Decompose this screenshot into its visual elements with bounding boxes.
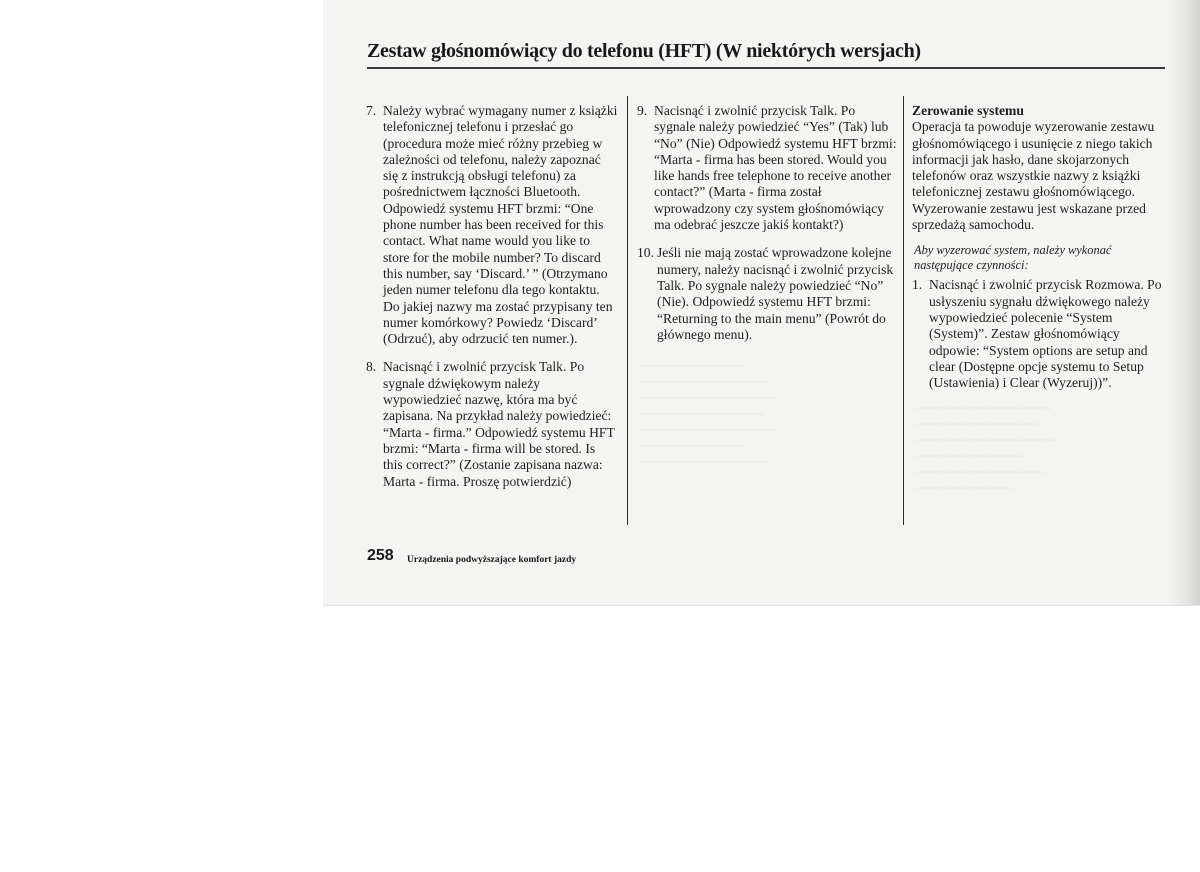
column-divider — [903, 96, 904, 525]
page-edge-shadow — [1166, 0, 1200, 605]
column-1 — [366, 103, 618, 502]
step-item-7 — [366, 103, 618, 347]
step-text: Nacisnąć i zwolnić przycisk Rozmowa. Po usłyszeniu sygnału dźwiękowego należy wypowiedzieć polecenie “System (System)”. Zestaw głośnomówiący odpowie: “System options are setup and clear (Dostępne opcje systemu to Setup (Ustawienia) i Clear (Wyzeruj))”. — [929, 277, 1162, 391]
title-rule — [367, 67, 1165, 69]
section-intro: Operacja ta powoduje wyzerowanie zestawu głośnomówiącego i usunięcie z niego takich informacji jak hasło, dane skojarzonych telefonów oraz wszystkie nazwy z książki telefonicznej zestawu głośnomówiącego. Wyzerowanie zestawu jest wskazane przed sprzedażą samochodu. — [912, 119, 1155, 233]
step-number: 9. — [637, 103, 648, 118]
page-number: 258 — [367, 547, 394, 564]
column-3 — [912, 103, 1166, 403]
step-text: Jeśli nie mają zostać wprowadzone kolejne numery, należy nacisnąć i zwolnić przycisk Talk. Po sygnale należy powiedzieć “No” (Nie). Odpowiedź systemu HFT brzmi: “Returning to the main menu” (Powrót do głównego menu). — [657, 245, 894, 342]
step-number: 1. — [912, 277, 923, 293]
step-number: 7. — [366, 103, 377, 118]
step-item-1 — [912, 277, 1166, 391]
show-through-text: ~~~~~~~~~~~~~~~~ ~~~~~~~~~~~~~~~~~~~~ ~~~~~~~~~~~~~~~~~~~~~ ~~~~~~~~~~~~~~~~~~~ ~~~~~~~~~~~~~~~~~~~~~ ~~~~~~~~~~~~~~~~ ~~~~~~~~~~~~~~~~~~~~ — [640, 359, 777, 469]
step-number: 10. — [637, 245, 654, 261]
step-item-8 — [366, 359, 618, 489]
column-divider — [627, 96, 628, 525]
step-number: 8. — [366, 359, 377, 375]
column-2 — [637, 103, 897, 355]
step-text: Należy wybrać wymagany numer z książki telefonicznej telefonu i przesłać go (procedura może mieć różny przebieg w zależności od telefonu, należy zapoznać się z instrukcją obsługi telefonu) za pośrednictwem łączności Bluetooth. Odpowiedź systemu HFT brzmi: “One phone number has been received for this contact. What name would you like to store for the mobile number? To discard this number, say ‘Discard.’ ” (Otrzymano jeden numer telefonu dla tego kontaktu. Do jakiej nazwy ma zostać przypisany ten numer komórkowy? Powiedz ‘Discard’ (Odrzuć), aby odrzucić ten numer.). — [383, 103, 618, 347]
instruction-note: Aby wyzerować system, należy wykonać następujące czynności: — [914, 243, 1112, 273]
step-item-9 — [637, 103, 897, 233]
section-label: Urządzenia podwyższające komfort jazdy — [407, 555, 577, 565]
section-heading: Zerowanie systemu — [912, 103, 1024, 118]
show-through-text: ~~~~~~~~~~~~~~~~~~~~~ ~~~~~~~~~~~~~~~~~~~ ~~~~~~~~~~~~~~~~~~~~~~ ~~~~~~~~~~~~~~~~~ ~~~~~~~~~~~~~~~~~~~~ ~~~~~~~~~~~~~~~ — [915, 401, 1058, 495]
step-text: Nacisnąć i zwolnić przycisk Talk. Po sygnale należy powiedzieć “Yes” (Tak) lub “No” (Nie) Odpowiedź systemu HFT brzmi: “Marta - firma has been stored. Would you like hands free telephone to receive another contact?” (Marta - firma został wprowadzony czy system głośnomówiący ma odebrać jeszcze jakiś kontakt?) — [654, 103, 897, 233]
step-text: Nacisnąć i zwolnić przycisk Talk. Po sygnale dźwiękowym należy wypowiedzieć nazwę, która ma być zapisana. Na przykład należy powiedzieć: “Marta - firma.” Odpowiedź systemu HFT brzmi: “Marta - firma will be stored. Is this correct?” (Zostanie zapisana nazwa: Marta - firma. Proszę potwierdzić) — [383, 359, 615, 489]
page-title: Zestaw głośnomówiący do telefonu (HFT) (W niektórych wersjach) — [367, 40, 921, 62]
step-item-10 — [637, 245, 897, 343]
